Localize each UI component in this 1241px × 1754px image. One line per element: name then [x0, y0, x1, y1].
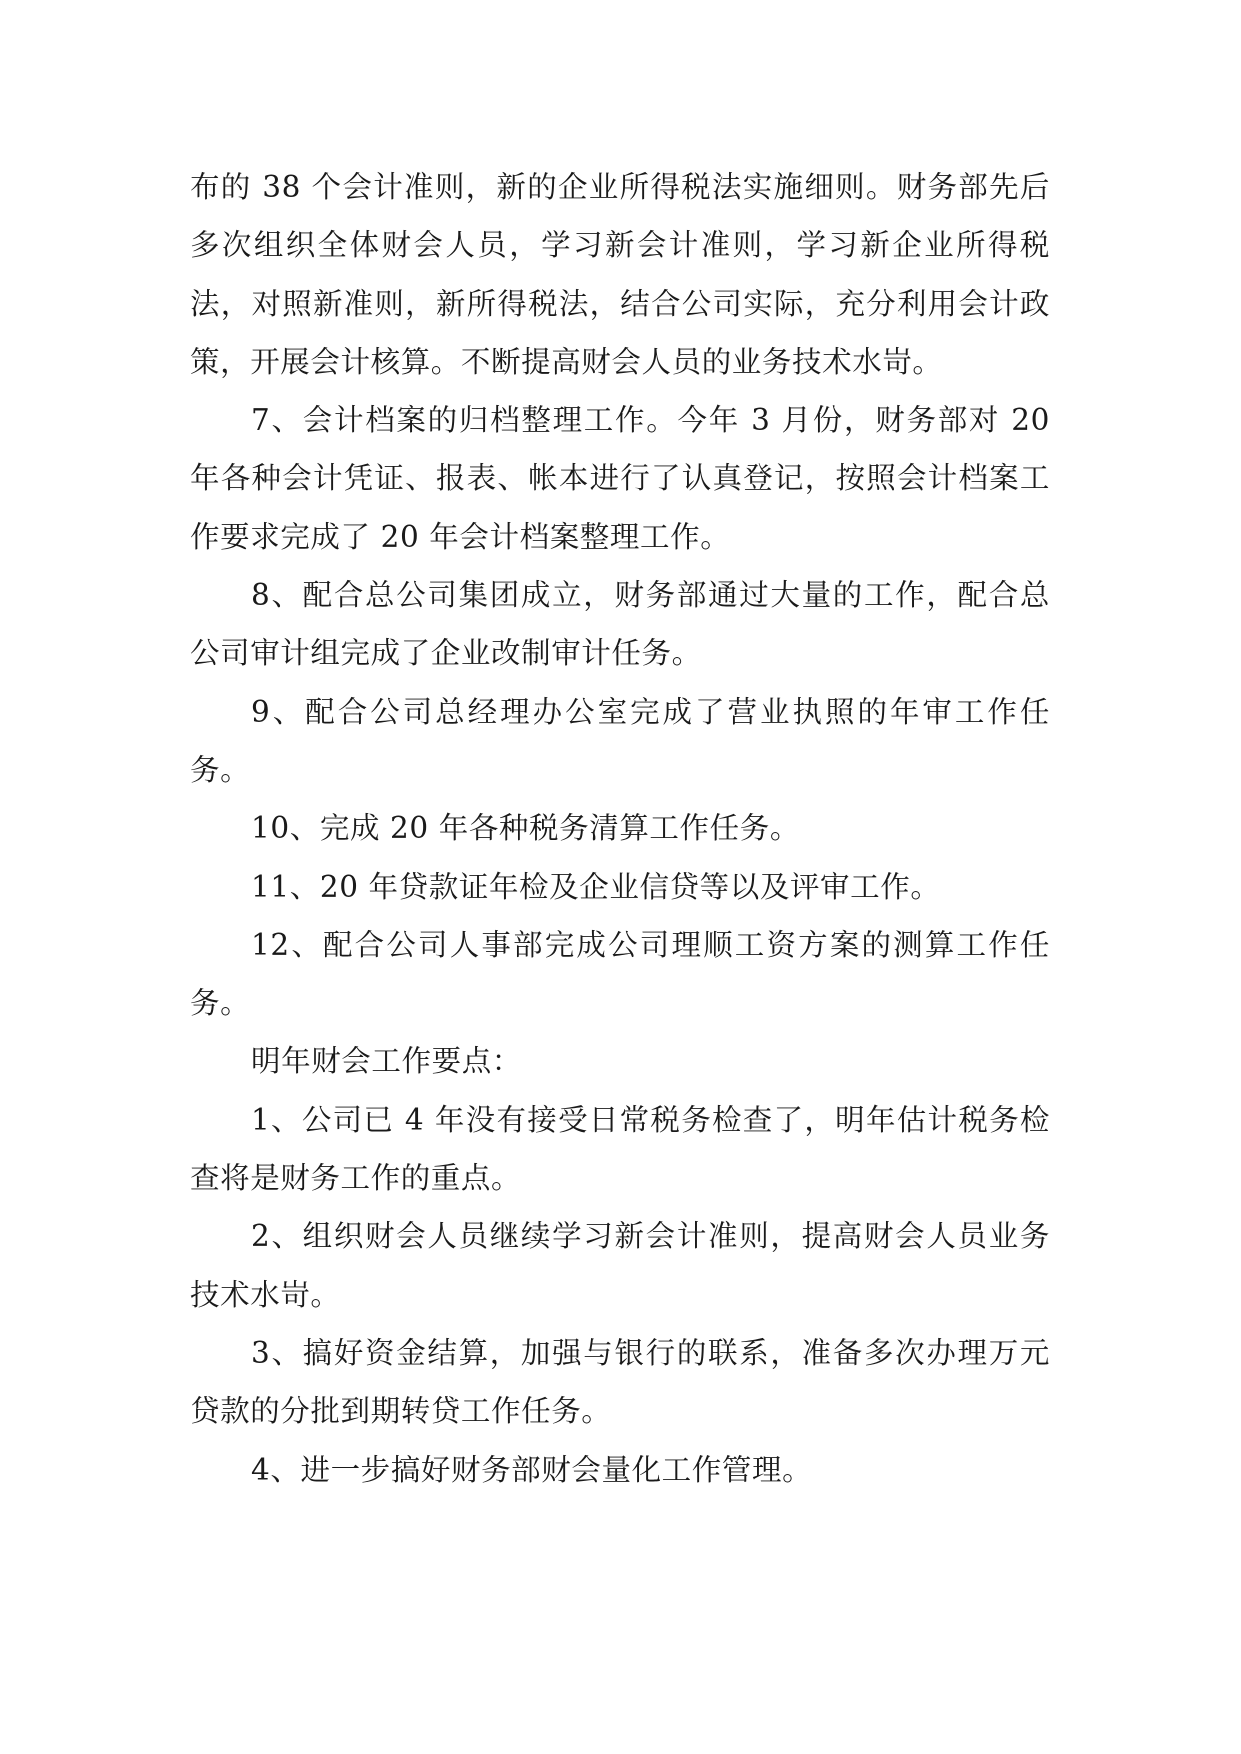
paragraph-continuation: 布的 38 个会计准则，新的企业所得税法实施细则。财务部先后多次组织全体财会人员，学习新会计准则，学习新企业所得税法，对照新准则，新所得税法，结合公司实际，充分利用会计政策，开展会计核算。不断提高财会人员的业务技术水岢。 — [190, 170, 1050, 379]
paragraph-item-7: 7、会计档案的归档整理工作。今年 3 月份，财务部对 20 年各种会计凭证、报表、帐本进行了认真登记，按照会计档案工作要求完成了 20 年会计档案整理工作。 — [190, 403, 1050, 554]
paragraph-item-8: 8、配合总公司集团成立，财务部通过大量的工作，配合总公司审计组完成了企业改制审计任务。 — [190, 578, 1050, 671]
document-body — [190, 158, 1050, 1499]
paragraph-plan-1: 1、公司已 4 年没有接受日常税务检查了，明年估计税务检查将是财务工作的重点。 — [190, 1102, 1050, 1196]
paragraph-plan-4: 4、进一步搞好财务部财会量化工作管理。 — [251, 1452, 813, 1487]
section-heading-next-year: 明年财会工作要点： — [251, 1044, 522, 1079]
paragraph-item-9: 9、配合公司总经理办公室完成了营业执照的年审工作任务。 — [190, 694, 1050, 787]
paragraph-item-11: 11、20 年贷款证年检及企业信贷等以及评审工作。 — [251, 869, 941, 904]
paragraph-plan-3: 3、搞好资金结算，加强与银行的联系，准备多次办理万元贷款的分批到期转贷工作任务。 — [190, 1335, 1050, 1429]
paragraph-plan-2: 2、组织财会人员继续学习新会计准则，提高财会人员业务技术水岢。 — [190, 1219, 1050, 1312]
paragraph-item-12: 12、配合公司人事部完成公司理顺工资方案的测算工作任务。 — [190, 927, 1050, 1021]
paragraph-item-10: 10、完成 20 年各种税务清算工作任务。 — [251, 811, 800, 846]
